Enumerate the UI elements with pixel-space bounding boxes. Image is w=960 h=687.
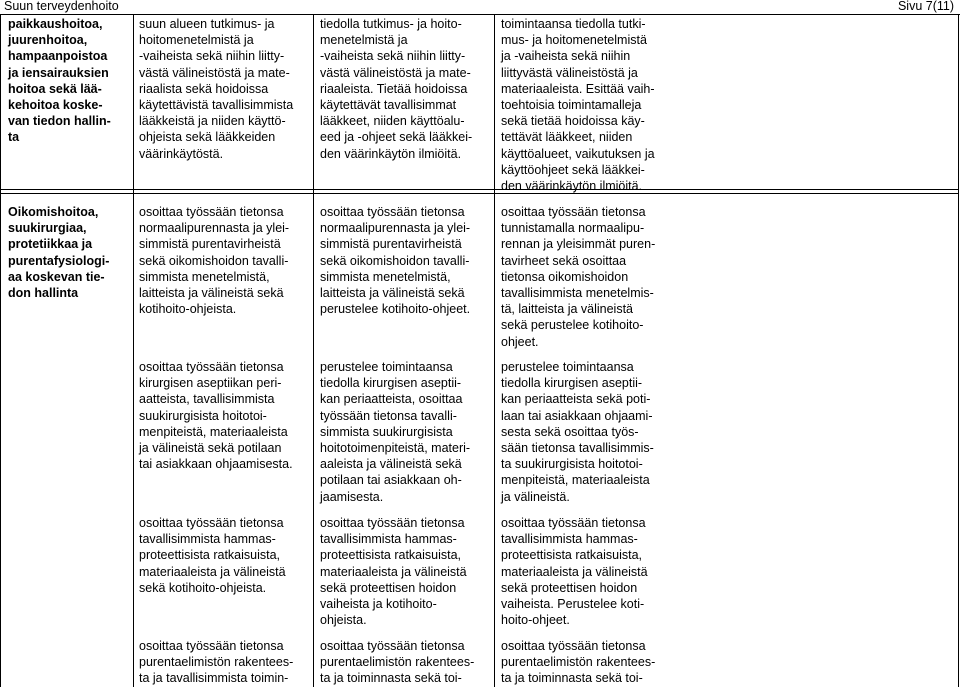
table-divider-col3 (494, 14, 495, 687)
table-cell: osoittaa työssään tietonsa purentaelimistön rakentees- ta ja tavallisimmista toimin- (139, 639, 294, 686)
table-cell: tiedolla tutkimus- ja hoito- menetelmistä ja -vaiheista sekä niihin liitty- västä välineistöstä ja mate- riaaleista. Tietää hoidoissa käytettävät tavallisimmat lääkkeet, niiden käyttöalu- eed ja -ohjeet sekä lääkkei- den väärinkäytön ilmiöitä. (320, 17, 473, 161)
table-divider-col2 (313, 14, 314, 687)
table-cell: osoittaa työssään tietonsa tavallisimmista hammas- proteettisista ratkaisuista, materiaaleista ja välineistä sekä proteettisen hoidon vaiheista ja kotihoito- ohjeista. (320, 516, 467, 628)
table-cell: osoittaa työssään tietonsa tavallisimmista hammas- proteettisista ratkaisuista, materiaaleista ja välineistä sekä kotihoito-ohjeista. (139, 516, 286, 595)
table-cell: osoittaa työssään tietonsa kirurgisen aseptiikan peri- aatteista, tavallisimmista suukirurgisista hoitotoi- menpiteistä, materiaaleista ja välineistä sekä potilaan tai asiakkaan ohjaamisesta. (139, 360, 293, 472)
table-cell: osoittaa työssään tietonsa normaalipurennasta ja ylei- simmistä purentavirheistä sekä oikomishoidon tavalli- simmista menetelmistä, laitteista ja välineistä sekä perustelee kotihoito-ohjeet. (320, 205, 471, 317)
table-cell: perustelee toimintaansa tiedolla kirurgisen aseptii- kan periaatteista, osoittaa työssään tietonsa tavalli- simmista suukirurgisista hoitotoimenpiteistä, materi- aaleista ja välineistä sekä potilaan tai asiakkaan oh- jaamisesta. (320, 360, 471, 504)
row-divider-1 (0, 189, 959, 190)
table-cell: osoittaa työssään tietonsa purentaelimistön rakentees- ta ja toiminnasta sekä toi- (320, 639, 475, 686)
document-title: Suun terveydenhoito (4, 0, 119, 13)
table-cell: toimintaansa tiedolla tutki- mus- ja hoitomenetelmistä ja -vaiheista sekä niihin liittyvästä välineistöstä ja materiaaleista. Esittää vaih- toehtoisia toimintamalleja sekä tietää hoidoissa käy- tettävät lääkkeet, niiden käyttöalueet, vaikutuksen ja käyttöohjeet sekä lääkkei- den väärinkäytön ilmiöitä. (501, 17, 655, 194)
table-row-heading: Oikomishoitoa, suukirurgiaa, protetiikkaa ja purentafysiologi- aa koskevan tie- don hallinta (8, 205, 110, 301)
table-cell: osoittaa työssään tietonsa tunnistamalla normaalipu- rennan ja yleisimmät puren- tavirheet sekä osoittaa tietonsa oikomishoidon tavallisimmista menetelmis- tä, laitteista ja välineistä sekä perustelee kotihoito- ohjeet. (501, 205, 656, 349)
page-header (0, 0, 960, 15)
page-number: Sivu 7(11) (897, 0, 954, 13)
table-cell: osoittaa työssään tietonsa purentaelimistön rakentees- ta ja toiminnasta sekä toi- (501, 639, 656, 686)
table-cell: perustelee toimintaansa tiedolla kirurgisen aseptii- kan periaatteista sekä poti- laan tai asiakkaan ohjaami- sesta sekä osoittaa työs- sään tietonsa tavallisimmis- ta suukirurgisista hoitotoi- menpiteistä, materiaaleista ja välineistä. (501, 360, 654, 504)
table-cell: osoittaa työssään tietonsa normaalipurennasta ja ylei- simmistä purentavirheistä sekä oikomishoidon tavalli- simmista menetelmistä, laitteista ja välineistä sekä kotihoito-ohjeista. (139, 205, 290, 317)
table-border-left (0, 14, 1, 687)
table-row-heading: paikkaushoitoa, juurenhoitoa, hampaanpoistoa ja iensairauksien hoitoa sekä lää- kehoitoa koske- van tiedon hallin- ta (8, 17, 111, 145)
table-border-right (958, 14, 959, 687)
row-divider-1b (0, 193, 959, 194)
table-cell: osoittaa työssään tietonsa tavallisimmista hammas- proteettisista ratkaisuista, materiaaleista ja välineistä sekä proteettisen hoidon vaiheista. Perustelee koti- hoito-ohjeet. (501, 516, 648, 628)
table-divider-col1 (133, 14, 134, 687)
table-cell: suun alueen tutkimus- ja hoitomenetelmistä ja -vaiheista sekä niihin liitty- västä välineistöstä ja mate- riaalista sekä hoidoissa käytettävistä tavallisimmista lääkkeistä ja niiden käyttö- ohjeista sekä lääkkeiden väärinkäytöstä. (139, 17, 294, 161)
